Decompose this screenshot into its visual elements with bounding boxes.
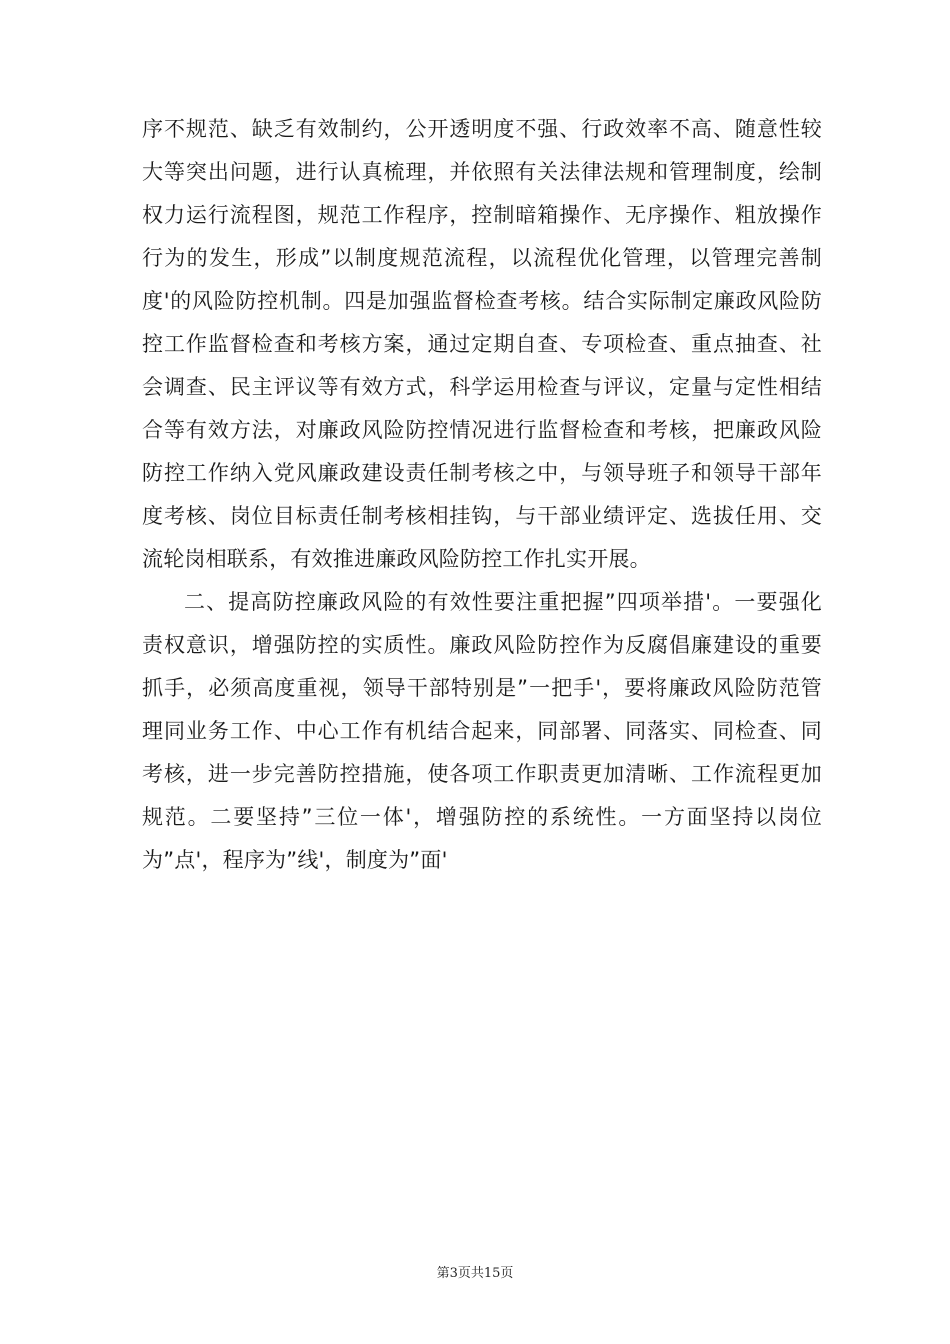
text-line: 为”点'，程序为”线'，制度为”面' [142, 848, 448, 872]
body-text [142, 108, 822, 882]
text-line: 权力运行流程图，规范工作程序，控制暗箱操作、无序操作、粗放操作 [142, 203, 822, 227]
paragraph-start-line: 二、提高防控廉政风险的有效性要注重把握”四项举措'。一要强化 [184, 590, 822, 614]
text-line: 会调查、民主评议等有效方式，科学运用检查与评议，定量与定性相结 [142, 375, 822, 399]
text-line: 行为的发生，形成”以制度规范流程，以流程优化管理，以管理完善制 [142, 246, 822, 270]
text-line: 流轮岗相联系，有效推进廉政风险防控工作扎实开展。 [142, 547, 651, 571]
text-line: 抓手，必须高度重视，领导干部特别是”一把手'，要将廉政风险防范管 [142, 676, 822, 700]
text-line: 理同业务工作、中心工作有机结合起来，同部署、同落实、同检查、同 [142, 719, 822, 743]
text-line: 规范。二要坚持”三位一体'，增强防控的系统性。一方面坚持以岗位 [142, 805, 822, 829]
text-line: 控工作监督检查和考核方案，通过定期自查、专项检查、重点抽查、社 [142, 332, 822, 356]
text-line: 大等突出问题，进行认真梳理，并依照有关法律法规和管理制度，绘制 [142, 160, 822, 184]
text-line: 度考核、岗位目标责任制考核相挂钩，与干部业绩评定、选拔任用、交 [142, 504, 822, 528]
text-line: 合等有效方法，对廉政风险防控情况进行监督检查和考核，把廉政风险 [142, 418, 822, 442]
text-line: 序不规范、缺乏有效制约，公开透明度不强、行政效率不高、随意性较 [142, 117, 822, 141]
text-line: 度'的风险防控机制。四是加强监督检查考核。结合实际制定廉政风险防 [142, 289, 822, 313]
text-line: 责权意识，增强防控的实质性。廉政风险防控作为反腐倡廉建设的重要 [142, 633, 822, 657]
page-number-footer: 第3页共15页 [436, 1266, 514, 1281]
text-line: 防控工作纳入党风廉政建设责任制考核之中，与领导班子和领导干部年 [142, 461, 822, 485]
text-line: 考核，进一步完善防控措施，使各项工作职责更加清晰、工作流程更加 [142, 762, 822, 786]
